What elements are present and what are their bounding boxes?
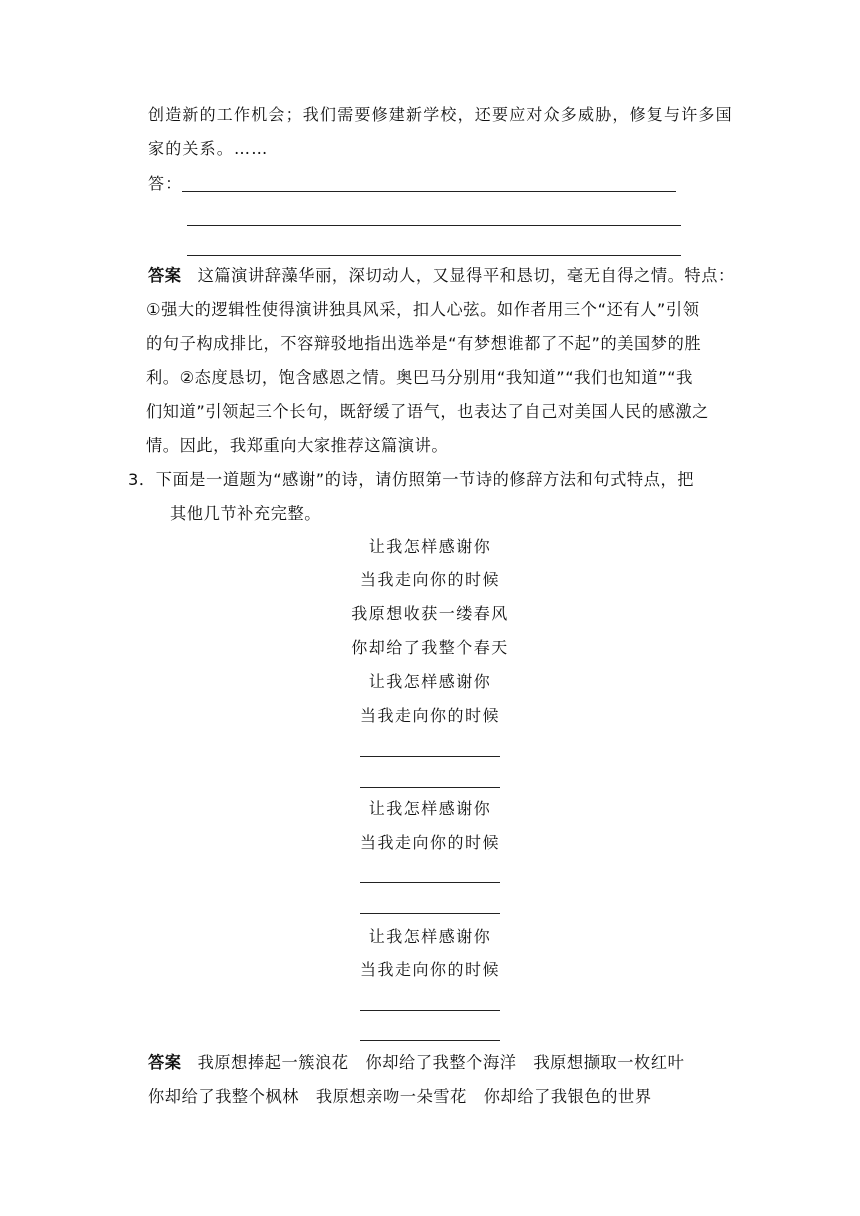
poem-stanza4-blank-1[interactable]	[360, 1010, 500, 1011]
poem-stanza4-line-1: 让我怎样感谢你	[368, 927, 492, 946]
poem-stanza1-line-4: 你却给了我整个春天	[351, 638, 509, 657]
poem-stanza1-line-1: 让我怎样感谢你	[368, 537, 492, 556]
poem-stanza4-blank-2[interactable]	[360, 1040, 500, 1041]
poem-stanza2-line-2: 当我走向你的时候	[359, 706, 500, 725]
answer2-line-1-text: 这篇演讲辞藻华丽，深切动人，又显得平和恳切，毫无自得之情。特点：	[197, 266, 735, 285]
answer3-label: 答案	[148, 1053, 182, 1072]
poem-stanza1-line-3: 我原想收获一缕春风	[351, 604, 509, 623]
poem-stanza3-line-1: 让我怎样感谢你	[368, 799, 492, 818]
poem-stanza4-line-2: 当我走向你的时候	[359, 960, 500, 979]
intro-line-2: 家的关系。……	[148, 139, 269, 158]
poem-stanza2-blank-1[interactable]	[360, 756, 500, 757]
answer2-line-6: 情。因此，我郑重向大家推荐这篇演讲。	[146, 436, 449, 455]
answer2-line-2: ①强大的逻辑性使得演讲独具风采，扣人心弦。如作者用三个“还有人”引领	[146, 300, 700, 319]
intro-line-1: 创造新的工作机会；我们需要修建新学校，还要应对众多威胁，修复与许多国	[148, 105, 733, 124]
answer-blank-line-1[interactable]	[182, 191, 676, 192]
poem-stanza2-line-1: 让我怎样感谢你	[368, 672, 492, 691]
answer-blank-line-2[interactable]	[187, 225, 681, 226]
poem-stanza3-blank-1[interactable]	[360, 882, 500, 883]
answer2-line-4: 利。②态度恳切，饱含感恩之情。奥巴马分别用“我知道”“我们也知道”“我	[146, 368, 693, 387]
answer3-line-2: 你却给了我整个枫林 我原想亲吻一朵雪花 你却给了我银色的世界	[148, 1087, 652, 1106]
answer2-line-3: 的句子构成排比，不容辩驳地指出选举是“有梦想谁都了不起”的美国梦的胜	[146, 334, 702, 353]
answer-prefix: 答：	[148, 174, 183, 193]
poem-stanza2-blank-2[interactable]	[360, 787, 500, 788]
answer2-line-1	[148, 266, 735, 286]
answer2-label: 答案	[148, 266, 182, 285]
answer3-line-1	[148, 1053, 684, 1073]
question3-line-1-text: 下面是一道题为“感谢”的诗，请仿照第一节诗的修辞方法和句式特点，把	[155, 470, 695, 489]
answer-blank-line-3[interactable]	[187, 255, 681, 256]
answer2-line-5: 们知道”引领起三个长句，既舒缓了语气，也表达了自己对美国人民的感激之	[146, 402, 709, 421]
poem-stanza3-line-2: 当我走向你的时候	[359, 833, 500, 852]
question3-line-2: 其他几节补充完整。	[170, 504, 322, 523]
question3-line-1	[128, 470, 694, 490]
poem-stanza1-line-2: 当我走向你的时候	[359, 570, 500, 589]
question3-number: 3．	[128, 470, 156, 489]
poem-stanza3-blank-2[interactable]	[360, 913, 500, 914]
answer3-line-1-text: 我原想捧起一簇浪花 你却给了我整个海洋 我原想撷取一枚红叶	[197, 1053, 685, 1072]
